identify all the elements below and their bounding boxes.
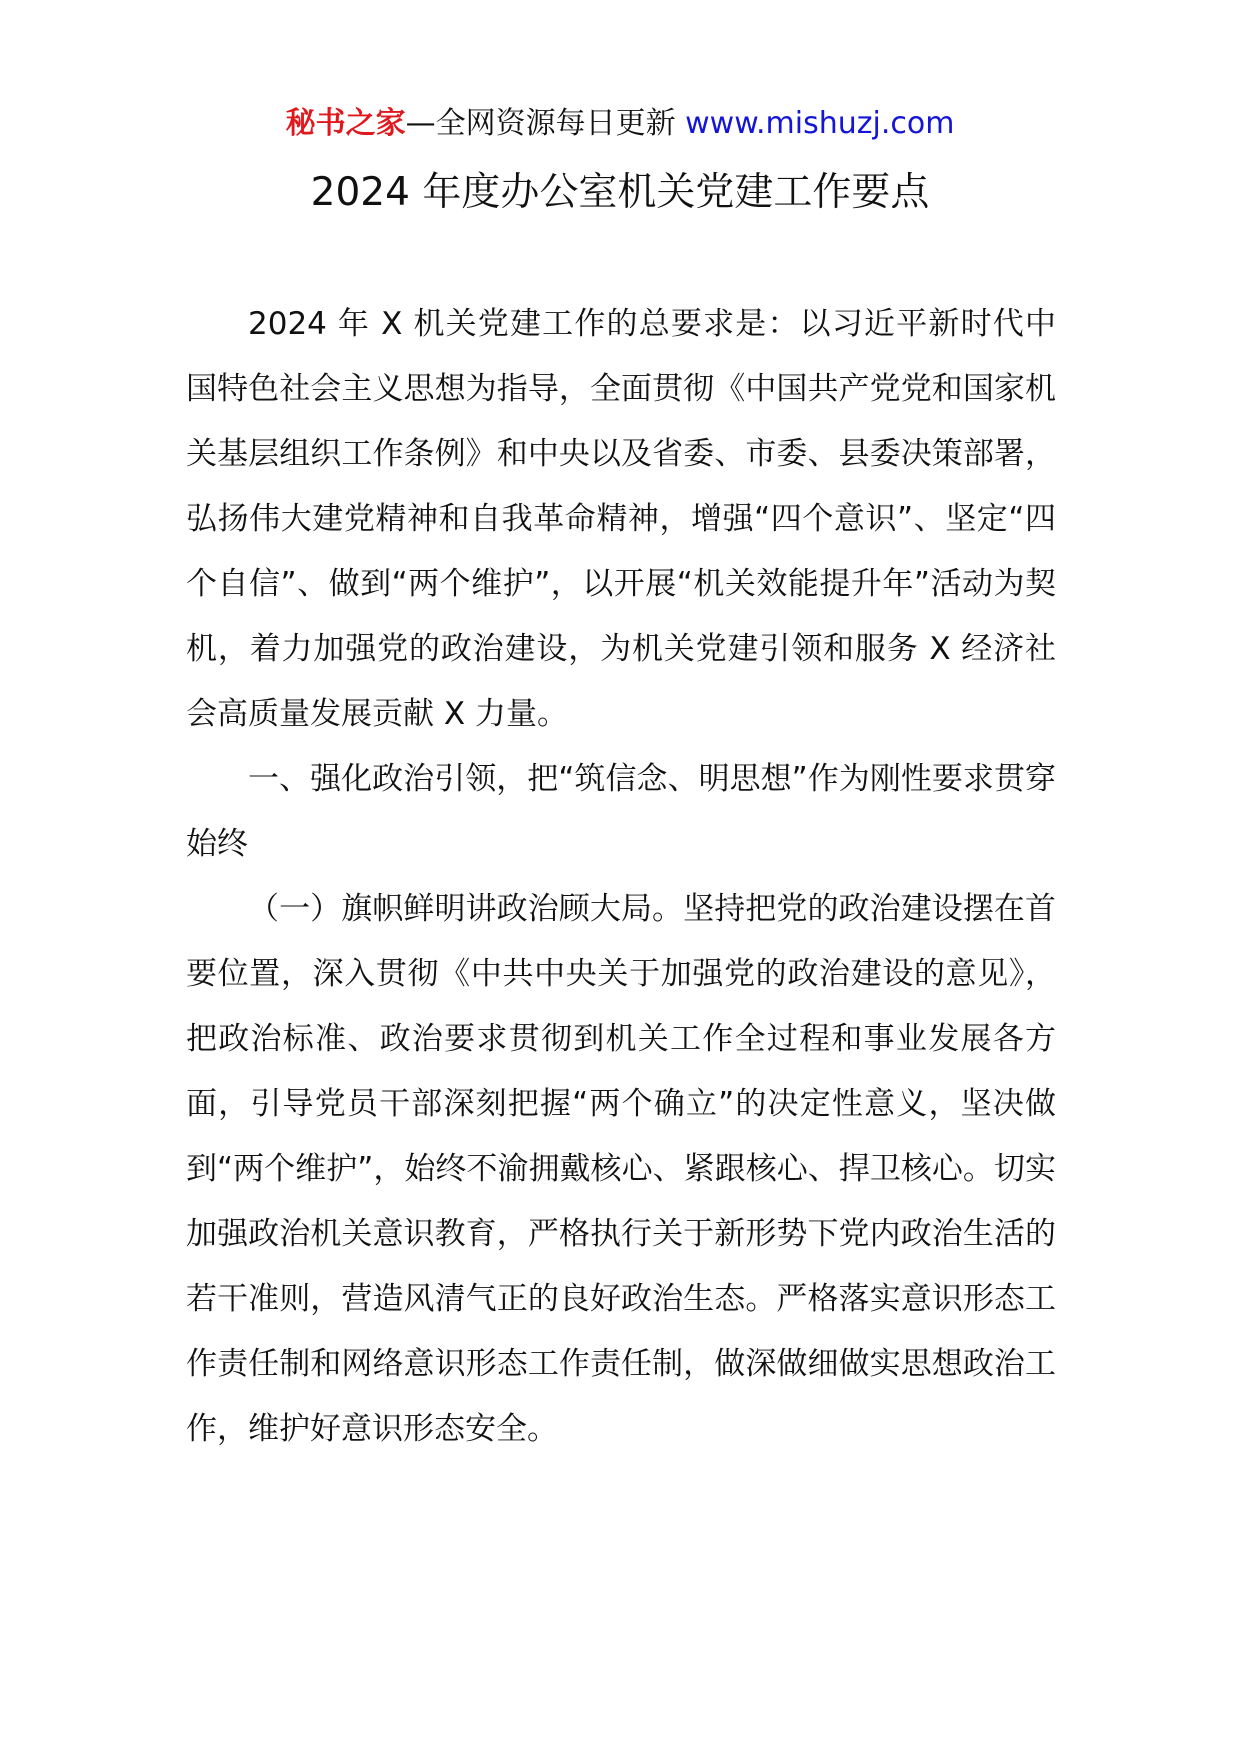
section-heading: 一、强化政治引领，把“筑信念、明思想”作为刚性要求贯穿始终 — [186, 761, 1056, 862]
brand-name: 秘书之家 — [285, 106, 406, 141]
site-url[interactable]: www.mishuzj.com — [685, 106, 955, 141]
document-body — [186, 292, 1056, 1462]
intro-paragraph: 2024 年 X 机关党建工作的总要求是：以习近平新时代中国特色社会主义思想为指导，全面贯彻《中国共产党党和国家机关基层组织工作条例》和中央以及省委、市委、县委决策部署，弘扬伟大建党精神和自我革命精神，增强“四个意识”、坚定“四个自信”、做到“两个维护”，以开展“机关效能提升年”活动为契机，着力加强党的政治建设，为机关党建引领和服务 X 经济社会高质量发展贡献 X 力量。 — [186, 306, 1056, 732]
header-slogan: —全网资源每日更新 — [405, 106, 686, 141]
site-header — [0, 100, 1240, 148]
subsection-paragraph: （一）旗帜鲜明讲政治顾大局。坚持把党的政治建设摆在首要位置，深入贯彻《中共中央关于加强党的政治建设的意见》，把政治标准、政治要求贯彻到机关工作全过程和事业发展各方面，引导党员干部深刻把握“两个确立”的决定性意义，坚决做到“两个维护”，始终不渝拥戴核心、紧跟核心、捍卫核心。切实加强政治机关意识教育，严格执行关于新形势下党内政治生活的若干准则，营造风清气正的良好政治生态。严格落实意识形态工作责任制和网络意识形态工作责任制，做深做细做实思想政治工作，维护好意识形态安全。 — [186, 891, 1056, 1447]
document-title: 2024 年度办公室机关党建工作要点 — [310, 170, 930, 215]
